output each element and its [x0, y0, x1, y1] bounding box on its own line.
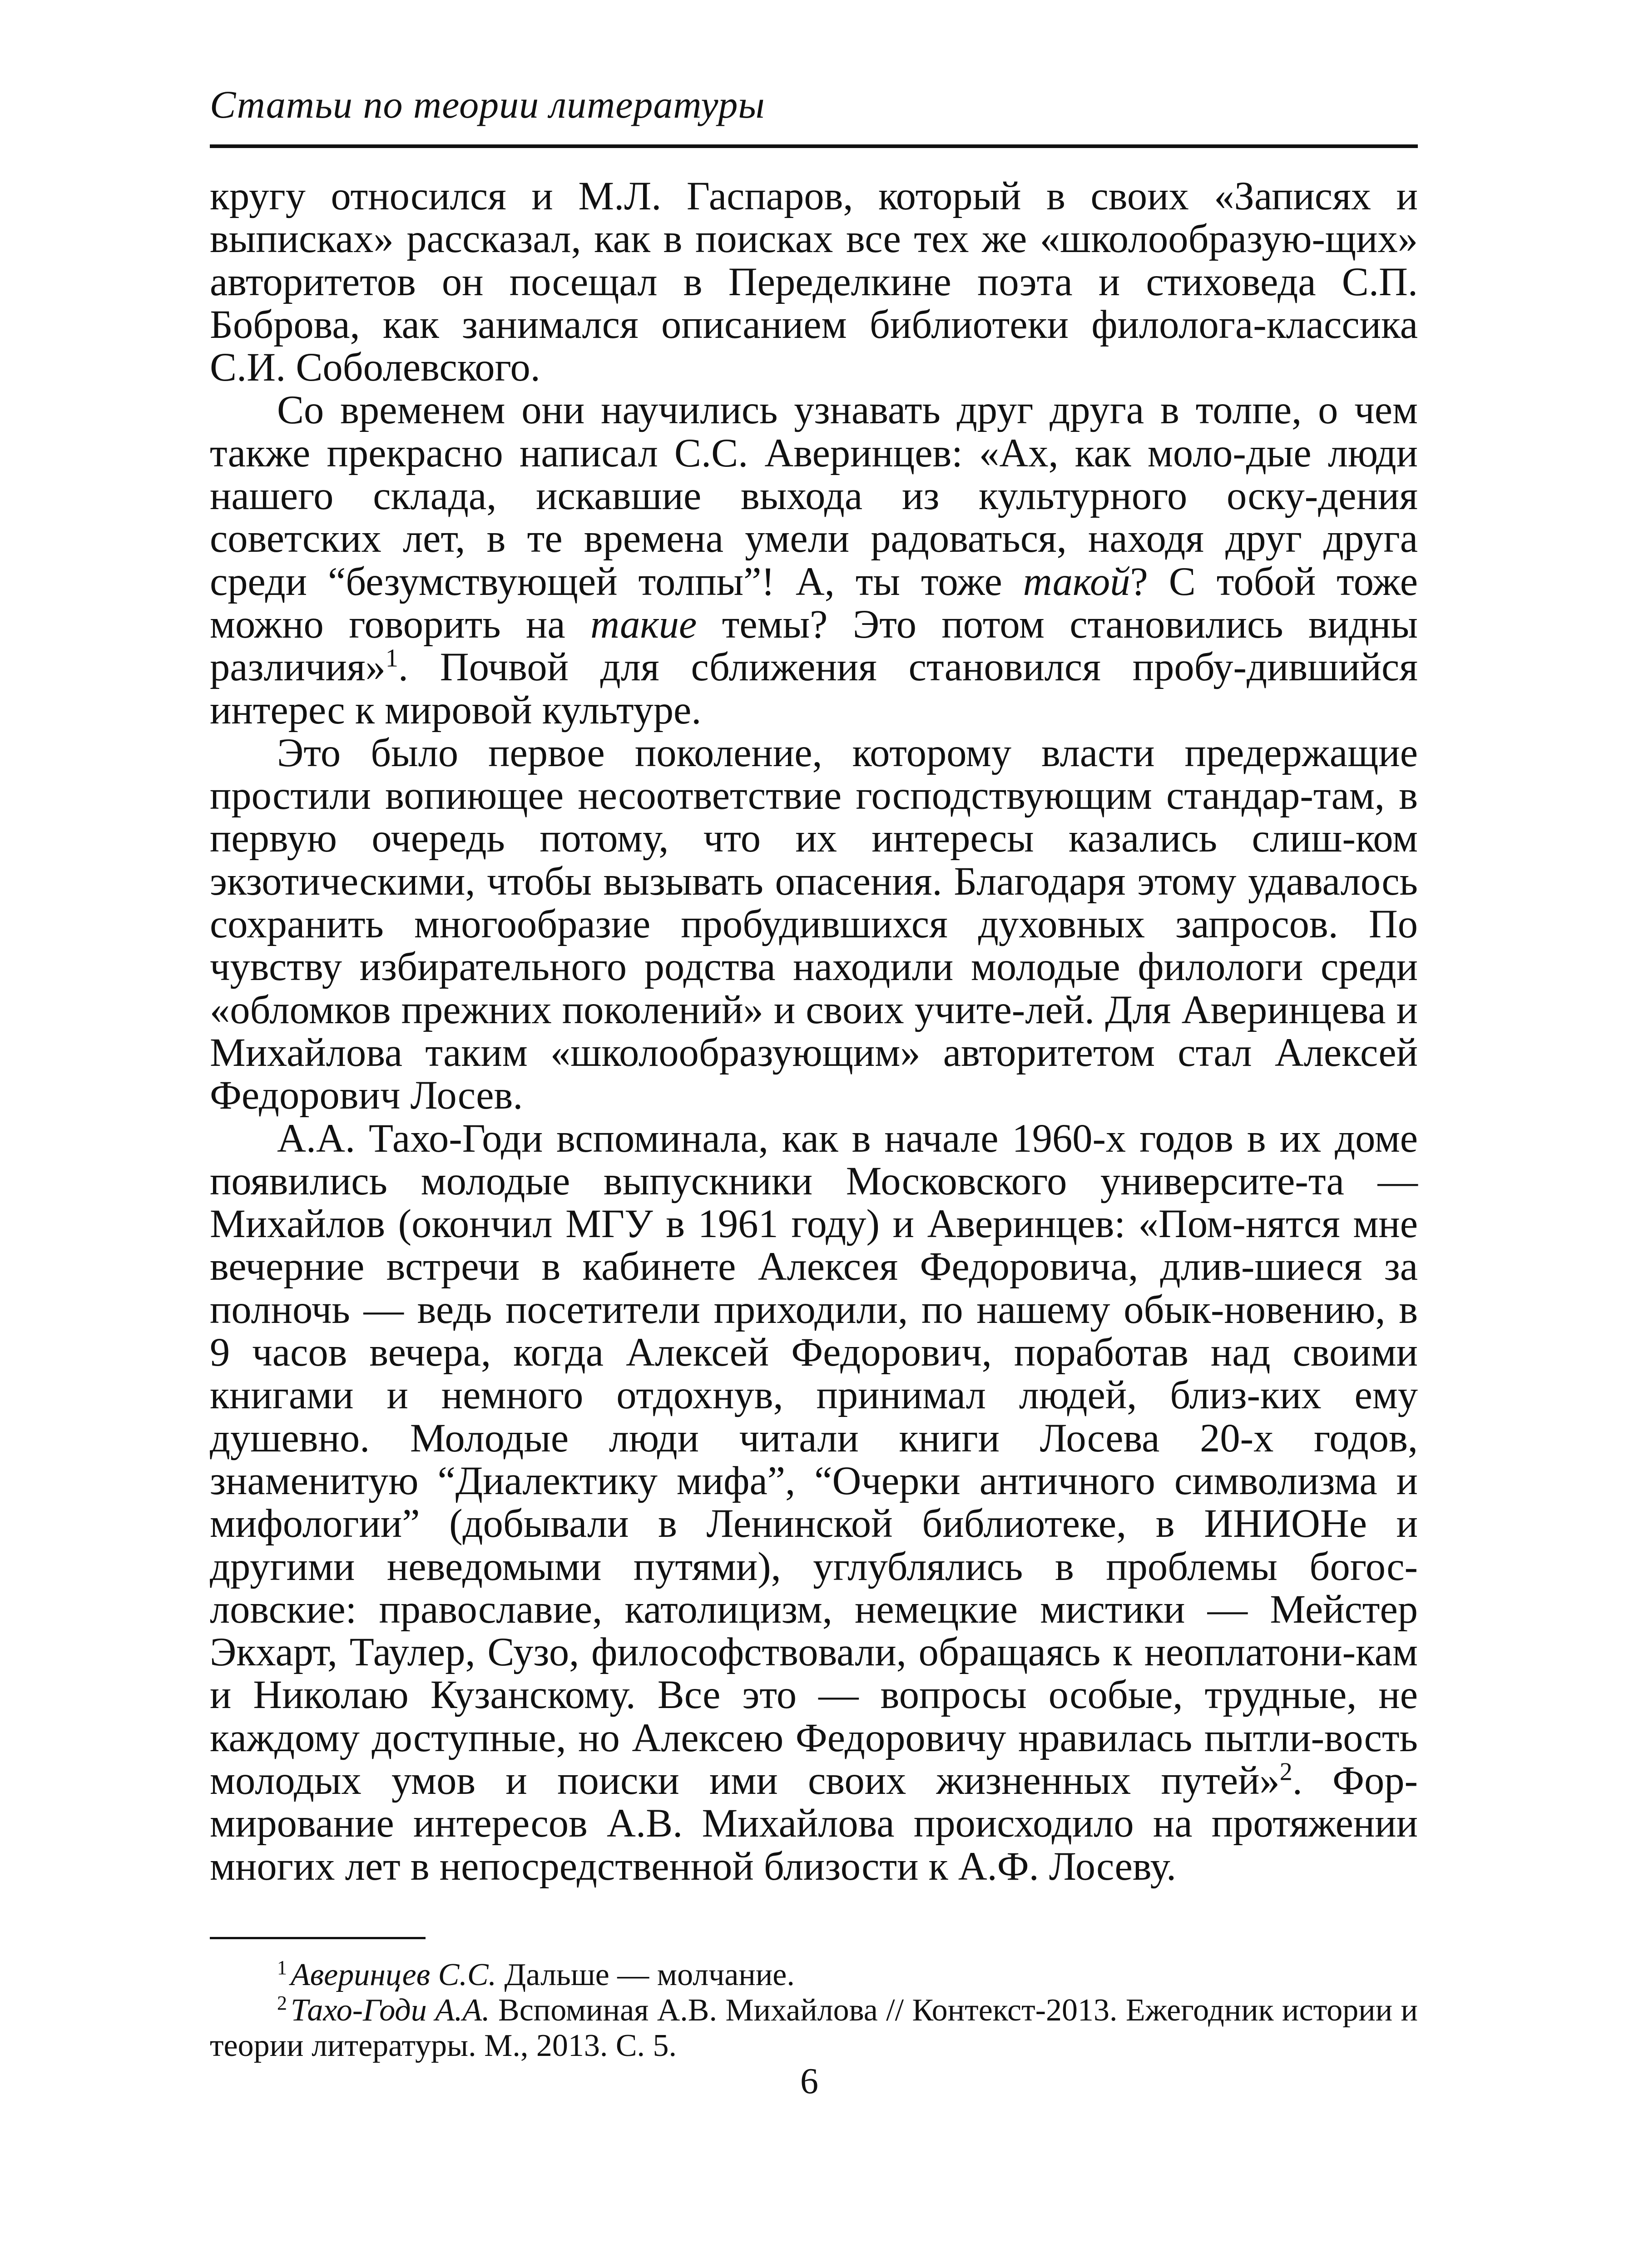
running-head: Статьи по теории литературы	[210, 83, 765, 126]
text-run: . Почвой для сближения становился пробу-дившийся интерес к мировой культуре.	[210, 645, 1418, 733]
text-run: темы? Это потом становились видны различия»	[210, 602, 1418, 690]
emphasis-text: такие	[590, 602, 697, 647]
footnote-reference: 2	[1279, 1758, 1292, 1786]
text-run: Это было первое поколение, которому власти предержащие простили вопиющее несоответствие господствующим стандар-там, в первую очередь потому, что их интересы казались слиш-ком экзотическими, чтобы вызывать опасения. Благодаря этому удавалось сохранить многообразие пробудившихся духовных запросов. По чувству избирательного родства находили молодые филологи среди «обломков прежних поколений» и своих учите-лей. Для Аверинцева и Михайлова таким «школообразующим» авторитетом стал Алексей Федорович Лосев.	[210, 730, 1418, 1118]
body-text	[210, 175, 1418, 1888]
paragraph	[210, 1117, 1418, 1888]
page-number: 6	[800, 2061, 818, 2101]
paragraph	[210, 175, 1418, 389]
footnote-text: Дальше — молчание.	[496, 1957, 795, 1992]
footnote-text: Вспоминая А.В. Михайлова // Контекст-2013. Ежегодник истории и теории литературы. М., 2013. С. 5.	[210, 1993, 1418, 2063]
paragraph	[210, 732, 1418, 1117]
footnote-separator	[210, 1937, 426, 1939]
text-run: . Фор-мирование интересов А.В. Михайлова происходило на протяжении многих лет в непосредственной близости к А.Ф. Лосеву.	[210, 1758, 1418, 1889]
footnote	[210, 1957, 1418, 1993]
footnote-author: Тахо-Годи А.А.	[291, 1993, 490, 2028]
footnote-reference: 1	[385, 644, 398, 673]
footnote-number: 2	[277, 1991, 287, 2014]
paragraph	[210, 389, 1418, 731]
footnotes	[210, 1957, 1418, 2064]
text-run: Со временем они научились узнавать друг друга в толпе, о чем также прекрасно написал С.С. Аверинцев: «Ах, как моло-дые люди нашего склада, искавшие выхода из культурного оску-дения советских лет, в те времена умели радоваться, находя друг друга среди “безумствующей толпы”! А, ты тоже	[210, 388, 1418, 604]
text-run: ? С тобой тоже можно говорить на	[210, 559, 1418, 647]
text-run: А.А. Тахо-Годи вспоминала, как в начале 1960-х годов в их доме появились молодые выпускники Московского университе-та —Михайлов (окончил МГУ в 1961 году) и Аверинцев: «Пом-нятся мне вечерние встречи в кабинете Алексея Федоровича, длив-шиеся за полночь — ведь посетители приходили, по нашему обык-новению, в 9 часов вечера, когда Алексей Федорович, поработав над своими книгами и немного отдохнув, принимал людей, близ-ких ему душевно. Молодые люди читали книги Лосева 20-х годов, знаменитую “Диалектику мифа”, “Очерки античного символизма и мифологии” (добывали в Ленинской библиотеке, в ИНИОНе и другими неведомыми путями), углублялись в проблемы богос-ловские: православие, католицизм, немецкие мистики — Мейстер Экхарт, Таулер, Сузо, философствовали, обращаясь к неоплатони-кам и Николаю Кузанскому. Все это — вопросы особые, трудные, не каждому доступные, но Алексею Федоровичу нравилась пытли-вость молодых умов и поиски ими своих жизненных путей»	[210, 1116, 1418, 1803]
text-run: кругу относился и М.Л. Гаспаров, который в своих «Записях и выписках» рассказал, как в поисках все тех же «школообразую-щих» авторитетов он посещал в Переделкине поэта и стиховеда С.П. Боброва, как занимался описанием библиотеки филолога-классика С.И. Соболевского.	[210, 174, 1418, 390]
footnote	[210, 1993, 1418, 2064]
footnote-author: Аверинцев С.С.	[291, 1957, 497, 1992]
footnote-number: 1	[277, 1956, 287, 1979]
header-rule	[210, 144, 1418, 148]
emphasis-text: такой	[1023, 559, 1130, 604]
